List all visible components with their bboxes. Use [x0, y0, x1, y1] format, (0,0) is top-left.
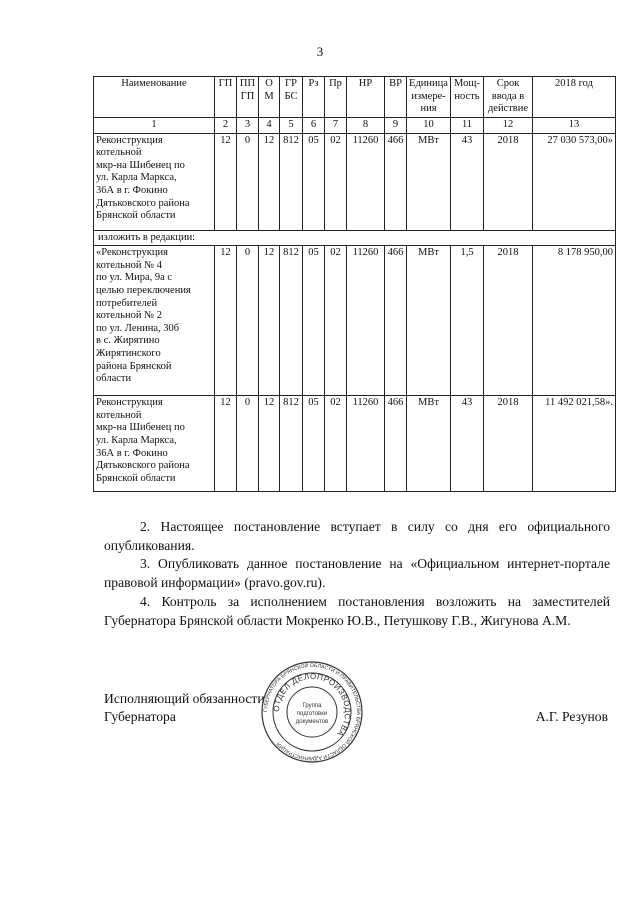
col-header-rz: Рз	[303, 77, 325, 118]
row-amount: 8 178 950,00	[533, 246, 616, 396]
row-vr: 466	[385, 246, 407, 396]
col-header-grbs: ГР БС	[280, 77, 303, 118]
row-name: «Реконструкция котельной № 4 по ул. Мира, 9а с целью переключения потребителей котельной № 2 по ул. Ленина, 30б в с. Жирятино Жирятинского района Брянской области	[94, 246, 215, 396]
paragraph-control: 4. Контроль за исполнением постановления возложить на заместителей Губернатора Брянской области Мокренко Ю.В., Петушкову Г.В., Жигунова А.М.	[104, 593, 610, 628]
signatory-name: А.Г. Резунов	[535, 709, 608, 724]
column-number: 3	[237, 118, 259, 134]
row-unit: МВт	[407, 133, 451, 230]
stamp-center-line3: документов	[295, 719, 329, 725]
row-unit: МВт	[407, 396, 451, 492]
column-number: 1	[94, 118, 215, 134]
column-number: 8	[347, 118, 385, 134]
col-header-unit: Единица измере-ния	[407, 77, 451, 118]
row-rz: 05	[303, 396, 325, 492]
col-header-name: Наименование	[94, 77, 215, 118]
table-header-row	[94, 77, 616, 118]
row-term: 2018	[484, 133, 533, 230]
row-ppgp: 0	[237, 246, 259, 396]
row-nr: 11260	[347, 133, 385, 230]
row-nr: 11260	[347, 396, 385, 492]
col-header-vr: ВР	[385, 77, 407, 118]
row-grbs: 812	[280, 246, 303, 396]
col-header-amount: 2018 год	[533, 77, 616, 118]
column-number: 12	[484, 118, 533, 134]
row-name: Реконструкция котельной мкр-на Шибенец по ул. Карла Маркса, 36А в г. Фокино Дятьковского района Брянской области	[94, 133, 215, 230]
column-number: 11	[451, 118, 484, 134]
row-amount: 27 030 573,00»	[533, 133, 616, 230]
column-number: 13	[533, 118, 616, 134]
stamp-seal	[260, 660, 364, 764]
edit-note: изложить в редакции:	[94, 230, 616, 246]
table-row	[94, 396, 616, 492]
row-rz: 05	[303, 133, 325, 230]
row-power: 43	[451, 133, 484, 230]
row-vr: 466	[385, 133, 407, 230]
row-grbs: 812	[280, 133, 303, 230]
resolution-paragraphs	[104, 518, 610, 630]
col-header-ppgp: ПП ГП	[237, 77, 259, 118]
row-ppgp: 0	[237, 133, 259, 230]
edit-note-row	[94, 230, 616, 246]
column-number: 2	[215, 118, 237, 134]
stamp-inner-text: ОТДЕЛ ДЕЛОПРОИЗВОДСТВА	[271, 671, 353, 739]
column-number: 4	[259, 118, 280, 134]
stamp-outer-text: ГУБЕРНАТОРА БРЯНСКОЙ ОБЛАСТИ И ПРАВИТЕЛЬСТВА БРЯНСКОЙ ОБЛАСТИ АДМИНИСТРАЦИЯ	[262, 662, 362, 762]
row-om: 12	[259, 246, 280, 396]
row-term: 2018	[484, 246, 533, 396]
row-nr: 11260	[347, 246, 385, 396]
row-vr: 466	[385, 396, 407, 492]
col-header-nr: НР	[347, 77, 385, 118]
col-header-power: Мощ-ность	[451, 77, 484, 118]
row-name: Реконструкция котельной мкр-на Шибенец по ул. Карла Маркса, 36А в г. Фокино Дятьковского района Брянской области	[94, 396, 215, 492]
stamp-center-line2: подготовки	[296, 711, 328, 717]
signatory-role-line1: Исполняющий обязанности	[104, 691, 265, 706]
page-number: 3	[316, 44, 324, 59]
column-number: 5	[280, 118, 303, 134]
paragraph-publication: 3. Опубликовать данное постановление на «Официальном интернет-портале правовой информации» (pravo.gov.ru).	[104, 556, 610, 591]
row-pr: 02	[325, 396, 347, 492]
row-gp: 12	[215, 396, 237, 492]
col-header-pr: Пр	[325, 77, 347, 118]
row-pr: 02	[325, 133, 347, 230]
row-amount: 11 492 021,58».	[533, 396, 616, 492]
row-pr: 02	[325, 246, 347, 396]
column-number: 10	[407, 118, 451, 134]
row-grbs: 812	[280, 396, 303, 492]
column-number: 6	[303, 118, 325, 134]
row-power: 1,5	[451, 246, 484, 396]
row-term: 2018	[484, 396, 533, 492]
row-om: 12	[259, 396, 280, 492]
row-rz: 05	[303, 246, 325, 396]
row-ppgp: 0	[237, 396, 259, 492]
column-number-row	[94, 118, 616, 134]
row-gp: 12	[215, 246, 237, 396]
col-header-om: ОМ	[259, 77, 280, 118]
col-header-gp: ГП	[215, 77, 237, 118]
stamp-center-line1: Группа	[302, 703, 322, 709]
row-unit: МВт	[407, 246, 451, 396]
col-header-term: Срок ввода в действие	[484, 77, 533, 118]
table-row	[94, 246, 616, 396]
row-gp: 12	[215, 133, 237, 230]
column-number: 9	[385, 118, 407, 134]
row-om: 12	[259, 133, 280, 230]
budget-table	[93, 76, 616, 492]
signatory-role-line2: Губернатора	[104, 709, 176, 724]
table-row	[94, 133, 616, 230]
column-number: 7	[325, 118, 347, 134]
paragraph-effective-date: 2. Настоящее постановление вступает в силу со дня его официального опубликования.	[104, 519, 610, 553]
row-power: 43	[451, 396, 484, 492]
